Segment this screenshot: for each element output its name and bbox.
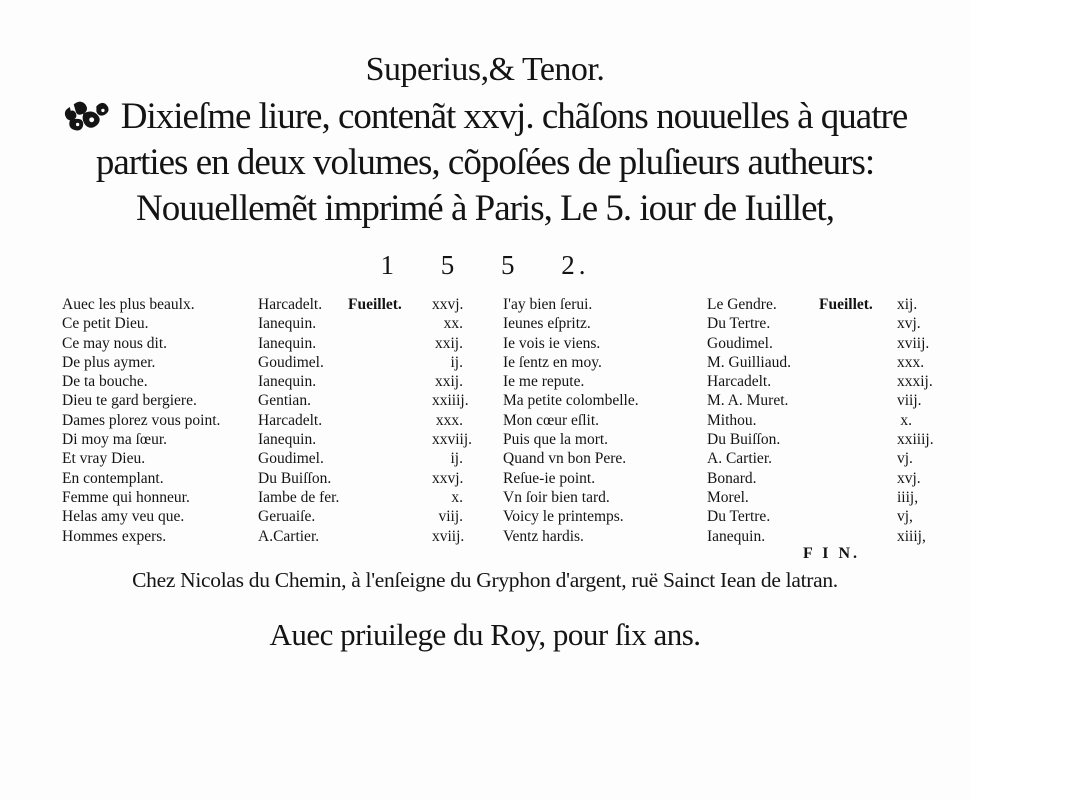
fueillet-header (348, 411, 432, 430)
song-title: En contemplant. (62, 469, 164, 487)
fueillet-header (819, 469, 897, 488)
page-number: ij. (450, 353, 463, 371)
page-number: xviij. (897, 334, 930, 352)
table-row (503, 314, 921, 333)
fueillet-header (819, 488, 897, 507)
publication-year: 1 5 5 2. (380, 250, 590, 280)
table-row (503, 430, 934, 449)
composer-name: Harcadelt. (258, 411, 323, 429)
toc-column-left (62, 295, 473, 563)
table-row (62, 411, 463, 430)
song-title: Ie vois ie viens. (503, 334, 601, 352)
fueillet-header (348, 449, 432, 468)
page-number: vj, (897, 508, 913, 526)
table-of-contents (0, 295, 970, 563)
page-title: Superius,& Tenor. (365, 51, 605, 88)
fueillet-header (348, 430, 432, 449)
table-row (503, 488, 919, 507)
song-title: Ce may nous dit. (62, 334, 168, 352)
song-title: Ventz hardis. (503, 527, 584, 545)
table-row (62, 391, 469, 410)
page-number: xxx. (897, 353, 925, 371)
composer-name: Du Buiſſon. (707, 431, 781, 449)
table-row (62, 469, 463, 488)
song-title: De plus aymer. (62, 353, 156, 371)
composer-name: Ianequin. (707, 527, 766, 545)
fueillet-header: Fueillet. (348, 296, 402, 313)
fueillet-header (348, 488, 432, 507)
song-title: Femme qui honneur. (62, 488, 190, 506)
song-title: I'ay bien ſerui. (503, 296, 593, 313)
song-title: Et vray Dieu. (62, 450, 146, 468)
composer-name: Ianequin. (258, 373, 317, 391)
page-number: xiiij, (897, 527, 926, 545)
composer-name: Bonard. (707, 469, 757, 487)
page-number: viij. (438, 508, 463, 526)
toc-rows-right (503, 295, 934, 546)
page-number: xxij. (435, 334, 463, 352)
composer-name: Geruaiſe. (258, 508, 316, 526)
fueillet-header (819, 411, 897, 430)
table-row (503, 391, 922, 410)
song-title: Quand vn bon Pere. (503, 450, 627, 468)
fueillet-header (348, 353, 432, 372)
song-title: Ma petite colombelle. (503, 392, 639, 410)
imprint-line: Chez Nicolas du Chemin, à l'enſeigne du Gryphon d'argent, ruë Sainct Iean de latran. (132, 567, 838, 592)
composer-name: Le Gendre. (707, 296, 777, 313)
song-title: Hommes expers. (62, 527, 167, 545)
composer-name: Ianequin. (258, 315, 317, 333)
fueillet-header (348, 507, 432, 526)
table-row (503, 507, 912, 526)
title-line-2: parties en deux volumes, cõpoſées de pluſieurs autheurs: (95, 142, 875, 183)
page-number: xij. (897, 296, 918, 313)
page-number: xvj. (897, 469, 921, 487)
table-row (62, 527, 463, 546)
page-number: vj. (897, 450, 913, 468)
table-row (62, 488, 463, 507)
composer-name: M. A. Muret. (707, 392, 789, 410)
composer-name: Du Buiſſon. (258, 469, 332, 487)
song-title: Vn ſoir bien tard. (503, 488, 610, 506)
composer-name: A.Cartier. (258, 527, 320, 545)
page-number: xxxij. (897, 373, 933, 391)
composer-name: Morel. (707, 488, 749, 506)
composer-name: Mithou. (707, 411, 757, 429)
composer-name: Goudimel. (258, 450, 324, 468)
song-title: De ta bouche. (62, 373, 148, 391)
composer-name: Ianequin. (258, 334, 317, 352)
composer-name: A. Cartier. (707, 450, 772, 468)
page-number: xxvj. (432, 296, 464, 313)
song-title: Helas amy veu que. (62, 508, 185, 526)
fueillet-header (819, 391, 897, 410)
fueillet-header (348, 372, 432, 391)
privilege-line: Auec priuilege du Roy, pour ſix ans. (269, 616, 701, 652)
fin-label: F I N. (803, 544, 860, 562)
table-row (62, 449, 463, 468)
fueillet-header (819, 334, 897, 353)
song-title: Auec les plus beaulx. (62, 296, 195, 313)
composer-name: Du Tertre. (707, 315, 771, 333)
composer-name: Harcadelt. (258, 296, 323, 313)
page-number: x. (451, 488, 463, 506)
table-row (503, 449, 912, 468)
fueillet-header (819, 527, 897, 546)
page-number: xxij. (435, 373, 463, 391)
song-title: Di moy ma ſœur. (62, 431, 168, 449)
table-row (62, 295, 463, 314)
toc-column-right (503, 295, 934, 563)
song-title: Ce petit Dieu. (62, 315, 149, 333)
fueillet-header (819, 314, 897, 333)
table-row (503, 295, 918, 314)
table-row (503, 353, 925, 372)
page-number: xxvj. (432, 469, 464, 487)
composer-name: Du Tertre. (707, 508, 771, 526)
song-title: Ie me repute. (503, 373, 585, 391)
page-number: xvj. (897, 315, 921, 333)
composer-name: Gentian. (258, 392, 311, 410)
page-number: viij. (897, 392, 922, 410)
table-row (62, 314, 463, 333)
page-number: iiij, (897, 488, 919, 506)
fueillet-header (819, 430, 897, 449)
composer-name: Goudimel. (258, 353, 324, 371)
song-title: Ie ſentz en moy. (503, 353, 602, 371)
page-number: xviij. (432, 527, 465, 545)
table-row (62, 334, 463, 353)
page-number: x. (900, 411, 912, 429)
fueillet-header (819, 507, 897, 526)
title-line-1 (0, 94, 970, 140)
fueillet-header (348, 391, 432, 410)
fueillet-header (819, 372, 897, 391)
fueillet-header (348, 527, 432, 546)
composer-name: Goudimel. (707, 334, 773, 352)
song-title: Reſue-ie point. (503, 469, 596, 487)
song-title: Dieu te gard bergiere. (62, 392, 197, 410)
page-number: xxiiij. (897, 431, 934, 449)
fueillet-header (819, 449, 897, 468)
composer-name: Iambe de fer. (258, 488, 340, 506)
page-number: xxiiij. (432, 392, 469, 410)
page-number: xx. (443, 315, 463, 333)
table-row (503, 527, 926, 546)
fueillet-header (348, 314, 432, 333)
song-title: Dames plorez vous point. (62, 411, 221, 429)
song-title: Puis que la mort. (503, 431, 609, 449)
title-line-1-text: Dixieſme liure, contenãt xxvj. chãſons nouuelles à quatre (120, 96, 908, 137)
table-row (503, 411, 912, 430)
composer-name: Harcadelt. (707, 373, 772, 391)
song-title: Mon cœur eſlit. (503, 411, 599, 429)
fueillet-header (819, 353, 897, 372)
table-row (503, 372, 933, 391)
fueillet-header: Fueillet. (819, 296, 873, 313)
title-line-3: Nouuellemẽt imprimé à Paris, Le 5. iour de Iuillet, (135, 188, 835, 229)
page-number: xxx. (435, 411, 463, 429)
page-number: ij. (450, 450, 463, 468)
table-row (62, 507, 463, 526)
song-title: Ieunes eſpritz. (503, 315, 591, 333)
table-row (503, 469, 921, 488)
table-row (62, 372, 463, 391)
composer-name: Ianequin. (258, 431, 317, 449)
main-title-block (0, 94, 970, 232)
table-row (62, 430, 473, 449)
table-row (503, 334, 930, 353)
table-row (62, 353, 463, 372)
page-number: xxviij. (432, 431, 473, 449)
composer-name: M. Guilliaud. (707, 353, 791, 371)
fueillet-header (348, 334, 432, 353)
fueillet-header (348, 469, 432, 488)
song-title: Voicy le printemps. (503, 508, 624, 526)
printer-fleuron-icon (63, 97, 111, 127)
